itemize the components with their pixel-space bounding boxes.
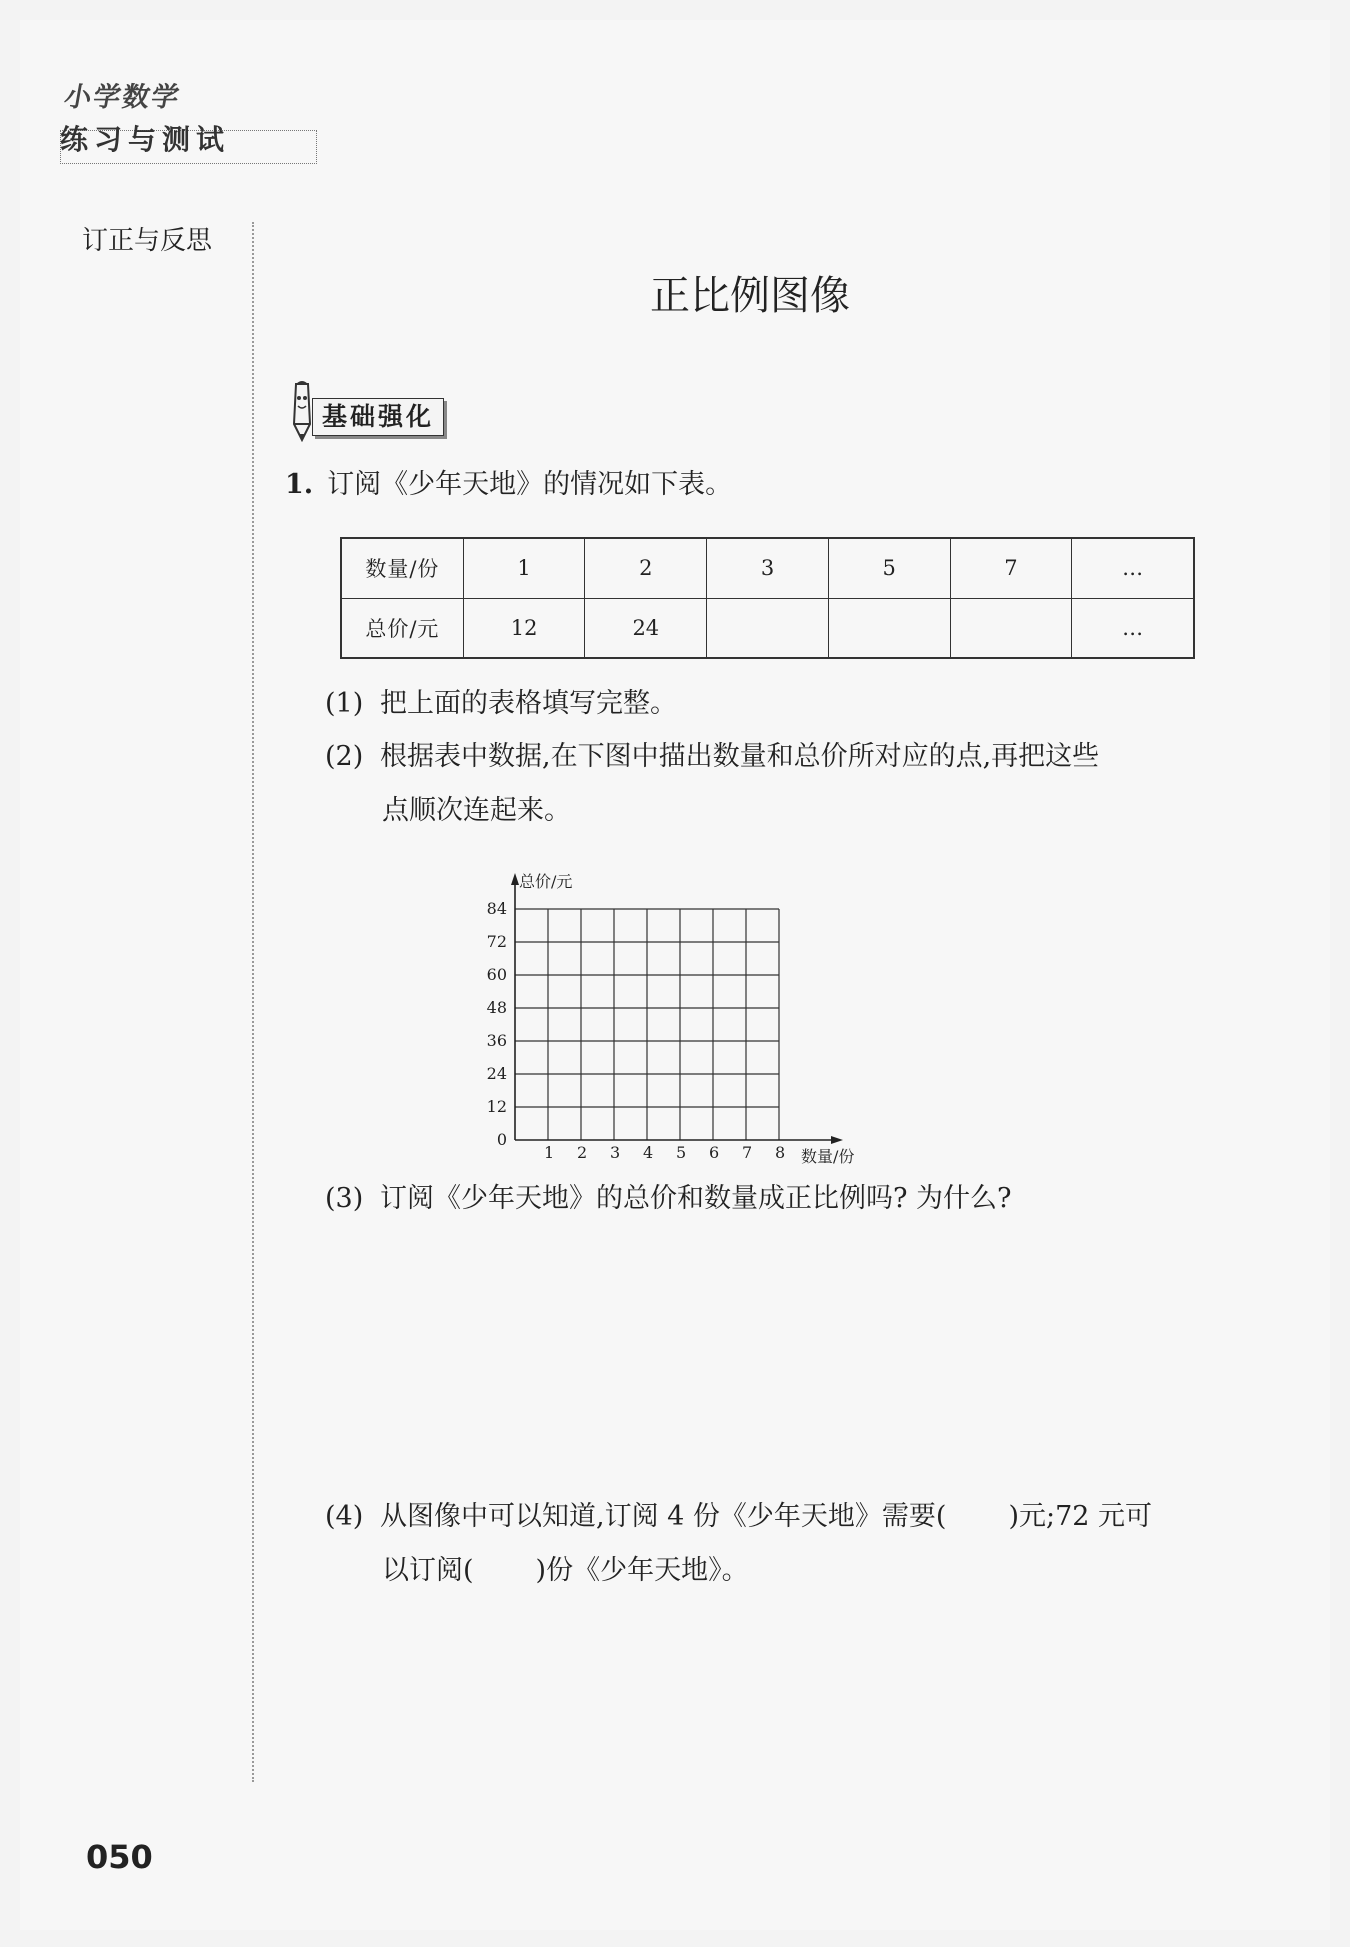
table-cell: 5 [828, 538, 950, 598]
sub-index: (3) [325, 1183, 364, 1214]
x-tick-label: 6 [709, 1143, 720, 1162]
x-tick-label: 5 [676, 1143, 687, 1162]
y-tick-label: 12 [486, 1097, 507, 1116]
table-cell: 1 [463, 538, 585, 598]
y-tick-label: 36 [486, 1031, 507, 1050]
price-table [340, 537, 1195, 659]
series-title: 练习与测试 [60, 123, 231, 156]
table-cell: 总价/元 [341, 598, 463, 658]
x-tick-label: 2 [577, 1143, 588, 1162]
margin-label: 订正与反思 [82, 226, 213, 256]
table-cell: 24 [585, 598, 707, 658]
x-tick-label: 1 [544, 1143, 555, 1162]
sub-question-3 [325, 1172, 1012, 1226]
answer-cell[interactable] [950, 598, 1072, 658]
sub-question-4 [325, 1490, 1152, 1598]
sub-text: )份《少年天地》。 [535, 1555, 749, 1586]
section-label: 基础强化 [312, 398, 444, 436]
table-row [341, 598, 1194, 658]
y-axis-arrow [511, 873, 519, 885]
question-1 [285, 462, 732, 501]
table-cell: 数量/份 [341, 538, 463, 598]
y-tick-label: 24 [486, 1064, 507, 1083]
brand-logo: 小学数学 [61, 82, 184, 113]
table-row [341, 538, 1194, 598]
chart-ticks [487, 899, 786, 1162]
sub-text: )元;72 元可 [1008, 1501, 1153, 1532]
x-tick-label: 8 [775, 1143, 786, 1162]
x-tick-label: 4 [643, 1143, 654, 1162]
question-text: 订阅《少年天地》的情况如下表。 [327, 469, 733, 500]
x-tick-label: 3 [610, 1143, 621, 1162]
sub-text-continued: 点顺次连起来。 [382, 795, 571, 826]
y-tick-label: 48 [486, 998, 507, 1017]
table-cell: … [1072, 538, 1194, 598]
sub-question-2 [325, 730, 1099, 838]
page-title: 正比例图像 [650, 273, 850, 319]
sub-question-1 [325, 677, 677, 731]
x-tick-label: 7 [742, 1143, 753, 1162]
answer-cell[interactable] [707, 598, 829, 658]
answer-cell[interactable] [828, 598, 950, 658]
x-axis-label: 数量/份 [801, 1147, 855, 1166]
sub-text: 把上面的表格填写完整。 [380, 688, 677, 719]
sub-text: 从图像中可以知道,订阅 4 份《少年天地》需要( [380, 1501, 947, 1532]
question-number: 1. [285, 469, 314, 500]
chart-grid [515, 909, 779, 1140]
table-cell: 3 [707, 538, 829, 598]
y-tick-label: 0 [496, 1130, 507, 1149]
table-cell: 7 [950, 538, 1072, 598]
sub-text: 以订阅( [382, 1555, 474, 1586]
y-tick-label: 72 [486, 932, 507, 951]
x-axis-arrow [831, 1136, 843, 1144]
page-number: 050 [86, 1838, 153, 1876]
y-axis-label: 总价/元 [519, 872, 573, 891]
proportion-chart[interactable] [470, 850, 890, 1170]
chart-axes [511, 872, 854, 1166]
y-tick-label: 84 [486, 899, 507, 918]
y-tick-label: 60 [486, 965, 507, 984]
section-badge [290, 380, 460, 440]
sub-index: (2) [325, 741, 364, 772]
sub-text: 订阅《少年天地》的总价和数量成正比例吗? 为什么? [380, 1183, 1012, 1214]
table-cell: 12 [463, 598, 585, 658]
table-cell: … [1072, 598, 1194, 658]
sub-index: (4) [325, 1501, 364, 1532]
sub-text: 根据表中数据,在下图中描出数量和总价所对应的点,再把这些 [380, 741, 1100, 772]
sub-index: (1) [325, 688, 364, 719]
table-cell: 2 [585, 538, 707, 598]
margin-divider [252, 222, 254, 1782]
